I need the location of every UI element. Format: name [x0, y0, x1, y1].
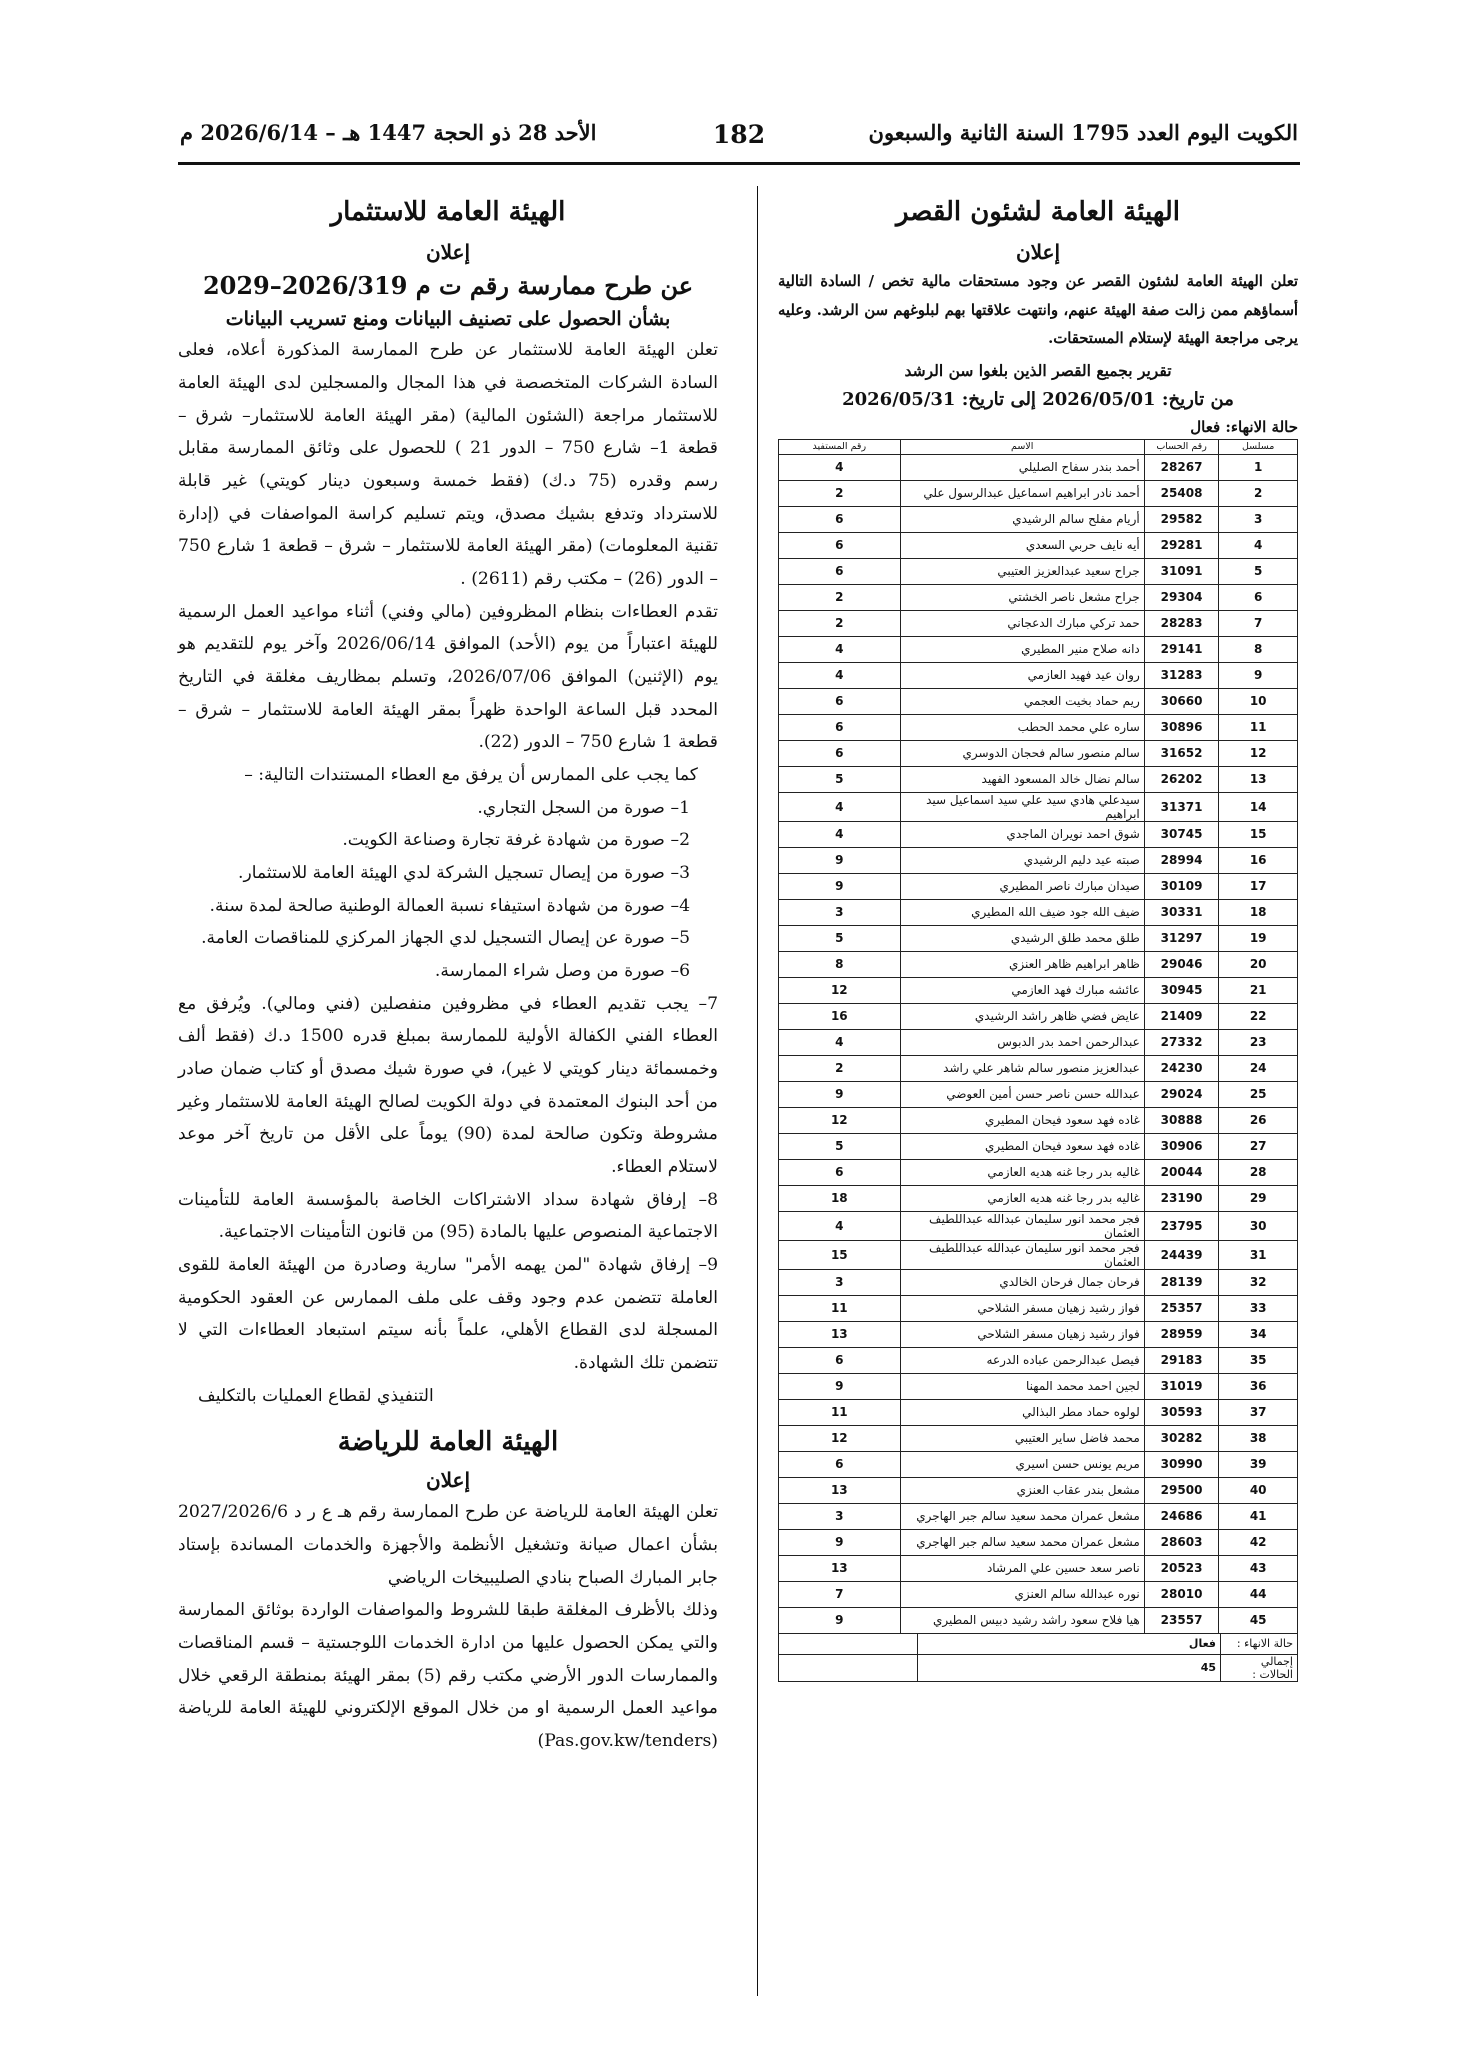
beneficiary-cell: 9 [779, 1081, 901, 1107]
beneficiary-cell: 6 [779, 1159, 901, 1185]
page-header [180, 120, 1298, 160]
name-cell: فواز رشيد زهيان مسفر الشلاحي [900, 1295, 1144, 1321]
name-cell: جراح سعيد عبدالعزيز العتيبي [900, 558, 1144, 584]
minors-table-body [779, 454, 1298, 1633]
summary-label: حالة الانهاء : [1221, 1633, 1298, 1654]
document-list-item: 6– صورة من وصل شراء الممارسة. [434, 960, 690, 981]
investment-signature: التنفيذي لقطاع العمليات بالتكليف [198, 1385, 434, 1406]
summary-value: 45 [918, 1654, 1221, 1681]
beneficiary-cell: 9 [779, 873, 901, 899]
table-row [779, 1321, 1298, 1347]
account-cell: 23795 [1144, 1211, 1219, 1240]
name-cell: عبدالله حسن ناصر حسن أمين العوضي [900, 1081, 1144, 1107]
account-cell: 30990 [1144, 1451, 1219, 1477]
beneficiary-cell: 9 [779, 1373, 901, 1399]
name-cell: جراح مشعل ناصر الخشتي [900, 584, 1144, 610]
name-cell: صيدان مبارك ناصر المطيري [900, 873, 1144, 899]
table-row [779, 506, 1298, 532]
serial-cell: 1 [1219, 454, 1298, 480]
serial-cell: 2 [1219, 480, 1298, 506]
table-row [779, 1029, 1298, 1055]
table-row [779, 1477, 1298, 1503]
account-cell: 29582 [1144, 506, 1219, 532]
account-cell: 31297 [1144, 925, 1219, 951]
serial-cell: 43 [1219, 1555, 1298, 1581]
minors-authority-title: الهيئة العامة لشئون القصر [895, 197, 1181, 227]
serial-cell: 12 [1219, 740, 1298, 766]
table-row [779, 1373, 1298, 1399]
name-cell: ناصر سعد حسين علي المرشاد [900, 1555, 1144, 1581]
beneficiary-cell: 2 [779, 1055, 901, 1081]
table-row [779, 532, 1298, 558]
name-cell: غاليه بدر رجا غنه هديه العازمي [900, 1185, 1144, 1211]
beneficiary-cell: 13 [779, 1477, 901, 1503]
name-cell: حمد تركي مبارك الدعجاني [900, 610, 1144, 636]
name-cell: أحمد نادر ابراهيم اسماعيل عبدالرسول علي [900, 480, 1144, 506]
serial-cell: 10 [1219, 688, 1298, 714]
account-cell: 31091 [1144, 558, 1219, 584]
beneficiary-cell: 4 [779, 454, 901, 480]
account-cell: 25357 [1144, 1295, 1219, 1321]
beneficiary-cell: 4 [779, 821, 901, 847]
beneficiary-cell: 4 [779, 662, 901, 688]
beneficiary-cell: 3 [779, 899, 901, 925]
account-cell: 29304 [1144, 584, 1219, 610]
serial-cell: 3 [1219, 506, 1298, 532]
serial-cell: 33 [1219, 1295, 1298, 1321]
col-header-serial: مسلسل [1219, 439, 1298, 454]
serial-cell: 23 [1219, 1029, 1298, 1055]
investment-paragraph: تقدم العطاءات بنظام المظروفين (مالي وفني) أثناء مواعيد العمل الرسمية للهيئة اعتباراً من يوم (الأحد) الموافق 2026/06/14 وآخر يوم للتقديم هو يوم (الإثنين) الموافق 2026/07/06، وتسلم بمظاريف مغلقة في التاريخ المحدد قبل الساعة الواحدة ظهراً بمقر الهيئة العامة للاستثمار – شرق – قطعة 1 شارع 750 – الدور (22). [178, 601, 718, 753]
beneficiary-cell: 2 [779, 584, 901, 610]
minors-date-range: من تاريخ: 2026/05/01 إلى تاريخ: 2026/05/31 [842, 388, 1234, 410]
investment-tender-number: عن طرح ممارسة رقم ت م 2026/319–2029 [202, 270, 694, 300]
serial-cell: 28 [1219, 1159, 1298, 1185]
account-cell: 23557 [1144, 1607, 1219, 1633]
minors-status: حالة الانهاء: فعال [1190, 417, 1298, 436]
serial-cell: 14 [1219, 792, 1298, 821]
serial-cell: 42 [1219, 1529, 1298, 1555]
investment-paragraph: كما يجب على الممارس أن يرفق مع العطاء المستندات التالية: – [244, 764, 698, 785]
account-cell: 29046 [1144, 951, 1219, 977]
account-cell: 30745 [1144, 821, 1219, 847]
minors-ilan-label: إعلان [1015, 239, 1061, 264]
beneficiary-cell: 4 [779, 636, 901, 662]
name-cell: غاده فهد سعود فيحان المطيري [900, 1133, 1144, 1159]
investment-paragraph: 8– إرفاق شهادة سداد الاشتراكات الخاصة بالمؤسسة العامة للتأمينات الاجتماعية المنصوص عليها بالمادة (95) من قانون التأمينات الاجتماعية. [178, 1189, 718, 1243]
name-cell: غاليه بدر رجا غنه هديه العازمي [900, 1159, 1144, 1185]
name-cell: ظاهر ابراهيم ظاهر العنزي [900, 951, 1144, 977]
name-cell: مشعل عمران محمد سعيد سالم جبر الهاجري [900, 1503, 1144, 1529]
account-cell: 30660 [1144, 688, 1219, 714]
beneficiary-cell: 16 [779, 1003, 901, 1029]
table-row [779, 584, 1298, 610]
table-row [779, 925, 1298, 951]
beneficiary-cell: 11 [779, 1295, 901, 1321]
serial-cell: 37 [1219, 1399, 1298, 1425]
account-cell: 21409 [1144, 1003, 1219, 1029]
name-cell: أحمد بندر سفاح الصليلي [900, 454, 1144, 480]
beneficiary-cell: 6 [779, 740, 901, 766]
name-cell: سيدعلي هادي سيد علي سيد اسماعيل سيد ابراهيم [900, 792, 1144, 821]
beneficiary-cell: 9 [779, 1607, 901, 1633]
serial-cell: 36 [1219, 1373, 1298, 1399]
account-cell: 29281 [1144, 532, 1219, 558]
account-cell: 24230 [1144, 1055, 1219, 1081]
account-cell: 31019 [1144, 1373, 1219, 1399]
beneficiary-cell: 9 [779, 1529, 901, 1555]
col-header-name: الاسم [900, 439, 1144, 454]
account-cell: 30896 [1144, 714, 1219, 740]
name-cell: عايض فضي ظاهر راشد الرشيدي [900, 1003, 1144, 1029]
account-cell: 28603 [1144, 1529, 1219, 1555]
investment-paragraph: تعلن الهيئة العامة للاستثمار عن طرح الممارسة المذكورة أعلاه، فعلى السادة الشركات المتخصصة في هذا المجال والمسجلين لدى الهيئة العامة للاستثمار مراجعة (الشئون المالية) (مقر الهيئة العامة للاستثمار– شرق – قطعة 1– شارع 750 – الدور 21 ) للحصول على وثائق الممارسة مقابل رسم وقدره (75 د.ك) (فقط خمسة وسبعون دينار كويتي) غير قابلة للاسترداد وتدفع بشيك مصدق، ويتم تسليم كراسة المواصفات في (إدارة تقنية المعلومات) (مقر الهيئة العامة للاستثمار – شرق – قطعة 1 شارع 750 – الدور (26) – مكتب رقم (2611) . [178, 340, 718, 589]
table-row [779, 1425, 1298, 1451]
beneficiary-cell: 5 [779, 766, 901, 792]
name-cell: ساره علي محمد الحطب [900, 714, 1144, 740]
serial-cell: 22 [1219, 1003, 1298, 1029]
beneficiary-cell: 3 [779, 1503, 901, 1529]
table-row [779, 1503, 1298, 1529]
serial-cell: 13 [1219, 766, 1298, 792]
serial-cell: 18 [1219, 899, 1298, 925]
minors-intro: تعلن الهيئة العامة لشئون القصر عن وجود مستحقات مالية تخص / السادة التالية أسماؤهم ممن زالت صفة الهيئة عنهم، وانتهت علاقتها بهم لبلوغهم سن الرشد. وعليه يرجى مراجعة الهيئة لإستلام المستحقات. [778, 272, 1298, 348]
name-cell: محمد فاضل ساير العتيبي [900, 1425, 1144, 1451]
summary-row [779, 1633, 1298, 1654]
table-row [779, 662, 1298, 688]
beneficiary-cell: 12 [779, 977, 901, 1003]
serial-cell: 27 [1219, 1133, 1298, 1159]
serial-cell: 21 [1219, 977, 1298, 1003]
table-row [779, 1159, 1298, 1185]
account-cell: 30331 [1144, 899, 1219, 925]
summary-blank [779, 1654, 918, 1681]
beneficiary-cell: 6 [779, 506, 901, 532]
serial-cell: 7 [1219, 610, 1298, 636]
table-row [779, 1607, 1298, 1633]
table-row [779, 1107, 1298, 1133]
beneficiary-cell: 8 [779, 951, 901, 977]
table-row [779, 847, 1298, 873]
table-row [779, 977, 1298, 1003]
account-cell: 29024 [1144, 1081, 1219, 1107]
beneficiary-cell: 12 [779, 1425, 901, 1451]
beneficiary-cell: 18 [779, 1185, 901, 1211]
account-cell: 29500 [1144, 1477, 1219, 1503]
col-header-beneficiary: رقم المستفيد [779, 439, 901, 454]
serial-cell: 9 [1219, 662, 1298, 688]
serial-cell: 41 [1219, 1503, 1298, 1529]
table-row [779, 1003, 1298, 1029]
account-cell: 29141 [1144, 636, 1219, 662]
table-row [779, 1133, 1298, 1159]
beneficiary-cell: 13 [779, 1555, 901, 1581]
sports-paragraph: وذلك بالأظرف المغلقة طبقا للشروط والمواصفات الواردة بوثائق الممارسة والتي يمكن الحصول عليها من ادارة الخدمات اللوجستية – قسم المناقصات والممارسات الدور الأرضي مكتب رقم (5) بمقر الهيئة بمنطقة الرقعي خلال مواعيد العمل الرسمية او من خلال الموقع الإلكتروني للهيئة العامة للرياضة (Pas.gov.kw/tenders) [178, 1600, 718, 1751]
beneficiary-cell: 9 [779, 847, 901, 873]
document-list-item: 2– صورة من شهادة غرفة تجارة وصناعة الكويت. [342, 830, 690, 851]
name-cell: سالم نضال خالد المسعود الفهيد [900, 766, 1144, 792]
minors-summary [778, 1633, 1298, 1682]
beneficiary-cell: 11 [779, 1399, 901, 1425]
table-header-row [779, 439, 1298, 454]
serial-cell: 39 [1219, 1451, 1298, 1477]
serial-cell: 11 [1219, 714, 1298, 740]
account-cell: 28959 [1144, 1321, 1219, 1347]
serial-cell: 30 [1219, 1211, 1298, 1240]
serial-cell: 38 [1219, 1425, 1298, 1451]
name-cell: مريم يونس حسن اسيري [900, 1451, 1144, 1477]
serial-cell: 17 [1219, 873, 1298, 899]
name-cell: لجين احمد محمد المهنا [900, 1373, 1144, 1399]
name-cell: ريم حماد بخيت العجمي [900, 688, 1144, 714]
summary-label: إجمالي الحالات : [1221, 1654, 1298, 1681]
serial-cell: 5 [1219, 558, 1298, 584]
name-cell: غاده فهد سعود فيحان المطيري [900, 1107, 1144, 1133]
account-cell: 29183 [1144, 1347, 1219, 1373]
table-row [779, 1240, 1298, 1269]
beneficiary-cell: 3 [779, 1269, 901, 1295]
summary-row [779, 1654, 1298, 1681]
serial-cell: 8 [1219, 636, 1298, 662]
account-cell: 24439 [1144, 1240, 1219, 1269]
beneficiary-cell: 6 [779, 1347, 901, 1373]
investment-authority-notice [178, 190, 718, 1758]
name-cell: طلق محمد طلق الرشيدي [900, 925, 1144, 951]
beneficiary-cell: 2 [779, 480, 901, 506]
table-row [779, 1399, 1298, 1425]
name-cell: سالم منصور سالم فحجان الدوسري [900, 740, 1144, 766]
table-row [779, 1269, 1298, 1295]
account-cell: 28267 [1144, 454, 1219, 480]
serial-cell: 29 [1219, 1185, 1298, 1211]
table-row [779, 951, 1298, 977]
beneficiary-cell: 5 [779, 1133, 901, 1159]
account-cell: 28010 [1144, 1581, 1219, 1607]
document-list-item: 3– صورة من إيصال تسجيل الشركة لدي الهيئة العامة للاستثمار. [238, 862, 690, 883]
beneficiary-cell: 15 [779, 1240, 901, 1269]
minors-table [778, 439, 1298, 1634]
beneficiary-cell: 12 [779, 1107, 901, 1133]
investment-ilan-label: إعلان [425, 239, 471, 264]
table-row [779, 1347, 1298, 1373]
name-cell: مشعل بندر عقاب العنزي [900, 1477, 1144, 1503]
table-row [779, 1295, 1298, 1321]
table-row [779, 558, 1298, 584]
table-row [779, 1081, 1298, 1107]
name-cell: صبته عيد دليم الرشيدي [900, 847, 1144, 873]
table-row [779, 1055, 1298, 1081]
beneficiary-cell: 13 [779, 1321, 901, 1347]
serial-cell: 24 [1219, 1055, 1298, 1081]
header-date: الأحد 28 ذو الحجة 1447 هـ – 2026/6/14 م [180, 120, 597, 145]
table-row [779, 610, 1298, 636]
investment-authority-title: الهيئة العامة للاستثمار [330, 197, 566, 227]
investment-topic: بشأن الحصول على تصنيف البيانات ومنع تسريب البيانات [225, 307, 671, 330]
document-list-item: 1– صورة من السجل التجاري. [477, 797, 690, 818]
serial-cell: 32 [1219, 1269, 1298, 1295]
name-cell: عبدالعزيز منصور سالم شاهر علي راشد [900, 1055, 1144, 1081]
table-row [779, 1555, 1298, 1581]
name-cell: روان عيد فهيد العازمي [900, 662, 1144, 688]
summary-value: فعال [918, 1633, 1221, 1654]
table-row [779, 480, 1298, 506]
name-cell: هيا فلاح سعود راشد رشيد دبيس المطيري [900, 1607, 1144, 1633]
document-list-item: 4– صورة من شهادة استيفاء نسبة العمالة الوطنية صالحة لمدة سنة. [209, 895, 690, 916]
header-page-number: 182 [712, 120, 766, 149]
serial-cell: 35 [1219, 1347, 1298, 1373]
account-cell: 31283 [1144, 662, 1219, 688]
beneficiary-cell: 6 [779, 714, 901, 740]
table-row [779, 1185, 1298, 1211]
account-cell: 30888 [1144, 1107, 1219, 1133]
beneficiary-cell: 5 [779, 925, 901, 951]
name-cell: عائشه مبارك فهد العازمي [900, 977, 1144, 1003]
minors-report-title: تقرير بجميع القصر الذين بلغوا سن الرشد [904, 361, 1172, 381]
name-cell: عبدالرحمن احمد بدر الدبوس [900, 1029, 1144, 1055]
table-row [779, 766, 1298, 792]
serial-cell: 26 [1219, 1107, 1298, 1133]
document-list-item: 5– صورة عن إيصال التسجيل لدي الجهاز المركزي للمناقصات العامة. [201, 928, 690, 949]
name-cell: شوق احمد نويران الماجدي [900, 821, 1144, 847]
beneficiary-cell: 7 [779, 1581, 901, 1607]
table-row [779, 714, 1298, 740]
column-divider [757, 186, 758, 1996]
beneficiary-cell: 6 [779, 558, 901, 584]
name-cell: فواز رشيد زهيان مسفر الشلاحي [900, 1321, 1144, 1347]
investment-documents-list [178, 792, 718, 988]
table-row [779, 1211, 1298, 1240]
account-cell: 30945 [1144, 977, 1219, 1003]
sports-authority-title: الهيئة العامة للرياضة [337, 1427, 559, 1458]
account-cell: 23190 [1144, 1185, 1219, 1211]
account-cell: 30906 [1144, 1133, 1219, 1159]
table-row [779, 636, 1298, 662]
account-cell: 30109 [1144, 873, 1219, 899]
name-cell: فجر محمد انور سليمان عبدالله عبداللطيف العثمان [900, 1240, 1144, 1269]
name-cell: ضيف الله جود ضيف الله المطيري [900, 899, 1144, 925]
sports-paragraph: تعلن الهيئة العامة للرياضة عن طرح الممارسة رقم هـ ع ر د 2027/2026/6 بشأن اعمال صيانة وتشغيل الأنظمة والأجهزة والخدمات المساندة بإستاد جابر المبارك الصباح بنادي الصليبيخات الرياضي [178, 1502, 718, 1588]
beneficiary-cell: 4 [779, 1211, 901, 1240]
account-cell: 28283 [1144, 610, 1219, 636]
col-header-account: رقم الحساب [1144, 439, 1219, 454]
table-row [779, 821, 1298, 847]
table-row [779, 873, 1298, 899]
account-cell: 30282 [1144, 1425, 1219, 1451]
minors-authority-notice [778, 190, 1298, 1682]
beneficiary-cell: 6 [779, 532, 901, 558]
table-row [779, 792, 1298, 821]
sports-ilan-label: إعلان [425, 1468, 471, 1493]
name-cell: لولوه حماد مطر البذالي [900, 1399, 1144, 1425]
serial-cell: 34 [1219, 1321, 1298, 1347]
summary-blank [779, 1633, 918, 1654]
account-cell: 20044 [1144, 1159, 1219, 1185]
header-issue-info: الكويت اليوم العدد 1795 السنة الثانية والسبعون [868, 120, 1298, 145]
name-cell: فجر محمد انور سليمان عبدالله عبداللطيف العثمان [900, 1211, 1144, 1240]
table-row [779, 1451, 1298, 1477]
investment-paragraph: 7– يجب تقديم العطاء في مظروفين منفصلين (فني ومالي). ويُرفق مع العطاء الفني الكفالة الأولية للممارسة بمبلغ قدره 1500 د.ك (فقط ألف وخمسمائة دينار كويتي لا غير)، في صورة شيك مصدق أو كتاب ضمان صادر من أحد البنوك المعتمدة في دولة الكويت لصالح الهيئة العامة للاستثمار وغير مشروطة وتكون صالحة لمدة (90) يوماً على الأقل من تاريخ آخر موعد لاستلام العطاء. [178, 993, 719, 1177]
serial-cell: 45 [1219, 1607, 1298, 1633]
beneficiary-cell: 4 [779, 1029, 901, 1055]
serial-cell: 25 [1219, 1081, 1298, 1107]
account-cell: 25408 [1144, 480, 1219, 506]
serial-cell: 40 [1219, 1477, 1298, 1503]
investment-paragraph: 9– إرفاق شهادة "لمن يهمه الأمر" سارية وصادرة من الهيئة العامة للقوى العاملة تتضمن عدم وجود وقف على ملف الممارس عن العقود الحكومية المسجلة لدى القطاع الأهلي، علماً بأنه سيتم استبعاد العطاءات التي لا تتضمن تلك الشهادة. [178, 1255, 718, 1374]
serial-cell: 44 [1219, 1581, 1298, 1607]
serial-cell: 16 [1219, 847, 1298, 873]
account-cell: 28994 [1144, 847, 1219, 873]
beneficiary-cell: 6 [779, 688, 901, 714]
serial-cell: 4 [1219, 532, 1298, 558]
table-row [779, 688, 1298, 714]
name-cell: أيه نايف حربي السعدي [900, 532, 1144, 558]
name-cell: أريام مفلح سالم الرشيدي [900, 506, 1144, 532]
serial-cell: 19 [1219, 925, 1298, 951]
serial-cell: 6 [1219, 584, 1298, 610]
beneficiary-cell: 6 [779, 1451, 901, 1477]
account-cell: 27332 [1144, 1029, 1219, 1055]
serial-cell: 20 [1219, 951, 1298, 977]
account-cell: 28139 [1144, 1269, 1219, 1295]
table-row [779, 1529, 1298, 1555]
serial-cell: 31 [1219, 1240, 1298, 1269]
account-cell: 30593 [1144, 1399, 1219, 1425]
name-cell: نوره عبدالله سالم العنزي [900, 1581, 1144, 1607]
beneficiary-cell: 2 [779, 610, 901, 636]
table-row [779, 1581, 1298, 1607]
account-cell: 31371 [1144, 792, 1219, 821]
account-cell: 26202 [1144, 766, 1219, 792]
account-cell: 20523 [1144, 1555, 1219, 1581]
header-rule [178, 162, 1300, 165]
table-row [779, 899, 1298, 925]
table-row [779, 740, 1298, 766]
name-cell: فيصل عبدالرحمن عباده الدرعه [900, 1347, 1144, 1373]
name-cell: دانه صلاح منير المطيري [900, 636, 1144, 662]
serial-cell: 15 [1219, 821, 1298, 847]
name-cell: مشعل عمران محمد سعيد سالم جبر الهاجري [900, 1529, 1144, 1555]
account-cell: 24686 [1144, 1503, 1219, 1529]
name-cell: فرحان جمال فرحان الخالدي [900, 1269, 1144, 1295]
table-row [779, 454, 1298, 480]
account-cell: 31652 [1144, 740, 1219, 766]
beneficiary-cell: 4 [779, 792, 901, 821]
